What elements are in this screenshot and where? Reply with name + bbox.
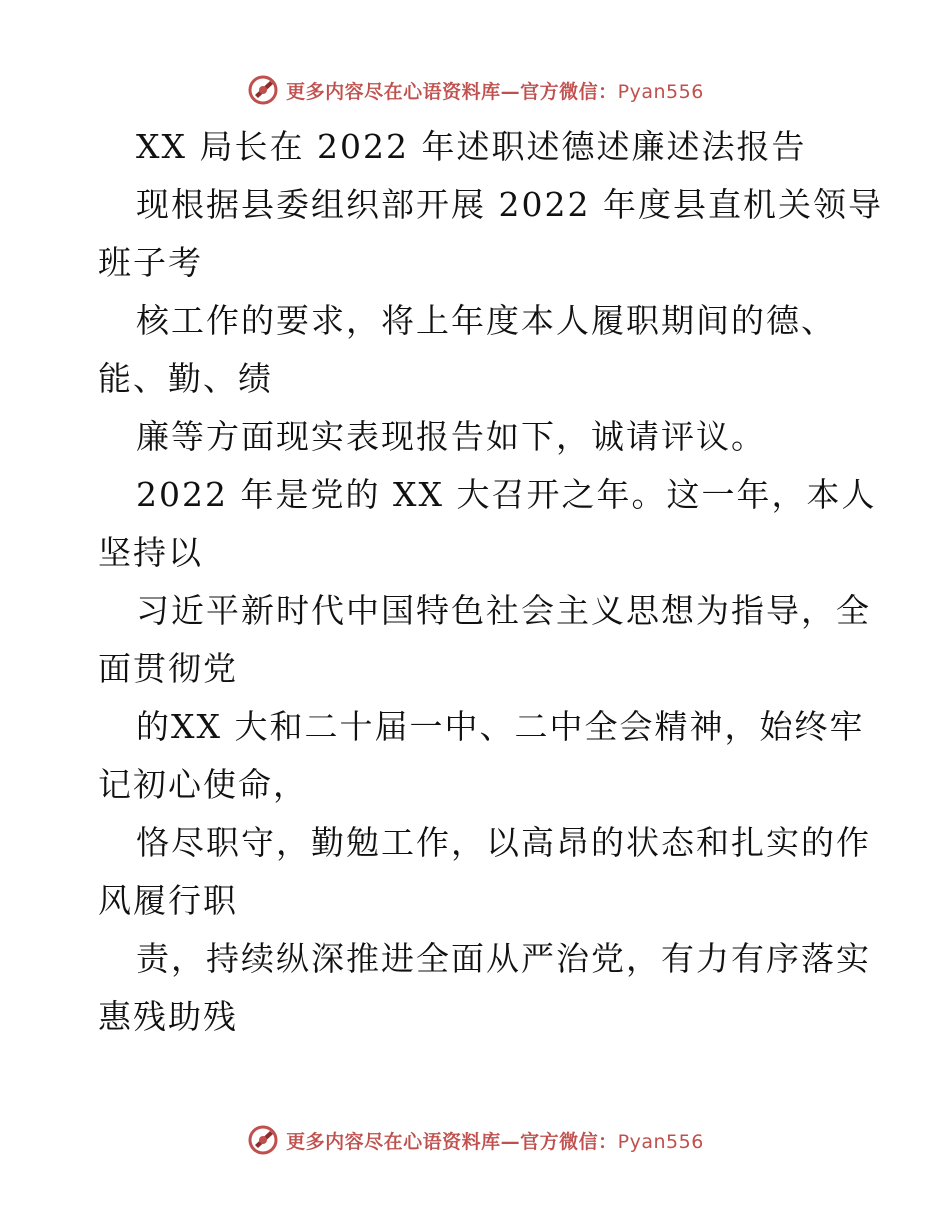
brand-logo-icon (246, 73, 280, 107)
paragraph-line: 坚持以 (98, 533, 203, 572)
paragraph-line: 核工作的要求，将上年度本人履职期间的德、 (136, 301, 836, 340)
watermark-text: 更多内容尽在心语资料库—官方微信：Pyan556 (286, 80, 704, 103)
brand-logo-icon (246, 1123, 280, 1157)
report-title: XX 局长在 2022 年述职述德述廉述法报告 (136, 127, 807, 166)
paragraph-line: 惠残助残 (98, 997, 238, 1036)
header-watermark (0, 70, 950, 110)
paragraph-line: 的XX 大和二十届一中、二中全会精神，始终牢 (136, 707, 865, 746)
paragraph-line: 能、勤、绩 (98, 359, 273, 398)
paragraph-line: 记初心使命， (98, 765, 308, 804)
paragraph-line: 面贯彻党 (98, 649, 238, 688)
footer-watermark (0, 1120, 950, 1160)
paragraph-line: 现根据县委组织部开展 2022 年度县直机关领导 (136, 185, 883, 224)
paragraph-line: 习近平新时代中国特色社会主义思想为指导，全 (136, 591, 871, 630)
report-body (98, 118, 883, 1046)
paragraph-line: 班子考 (98, 243, 203, 282)
paragraph-line: 2022 年是党的 XX 大召开之年。这一年，本人 (136, 475, 877, 514)
paragraph-line: 恪尽职守，勤勉工作，以高昂的状态和扎实的作 (136, 823, 871, 862)
paragraph-line: 责，持续纵深推进全面从严治党，有力有序落实 (136, 939, 871, 978)
paragraph-line: 风履行职 (98, 881, 238, 920)
paragraph-line: 廉等方面现实表现报告如下，诚请评议。 (136, 417, 766, 456)
watermark-text: 更多内容尽在心语资料库—官方微信：Pyan556 (286, 1130, 704, 1153)
